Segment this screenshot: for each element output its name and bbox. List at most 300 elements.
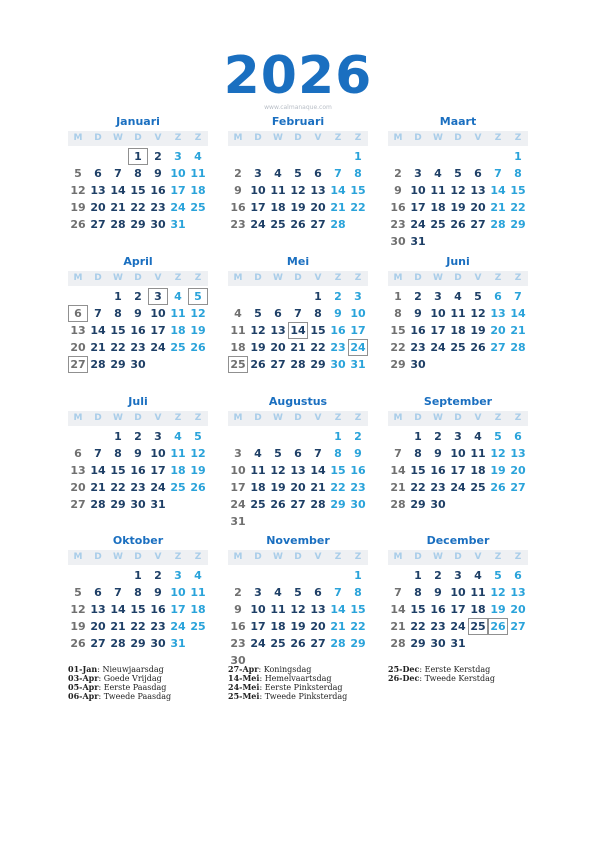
day-cell: 7 — [94, 447, 102, 460]
day-cell: 2 — [154, 150, 162, 163]
day-cell: 27 — [310, 218, 326, 231]
weekday-label: W — [273, 552, 283, 562]
weekday-label: W — [433, 552, 443, 562]
day-cell: 10 — [450, 447, 466, 460]
weekday-label: W — [433, 133, 443, 143]
weekday-header — [228, 411, 368, 426]
day-grid — [228, 567, 368, 669]
holiday-entry: 25-Mei: Tweede Pinksterdag — [228, 691, 348, 701]
day-cell: 19 — [450, 201, 466, 214]
day-cell: 12 — [270, 464, 286, 477]
day-cell: 4 — [254, 447, 262, 460]
day-cell: 16 — [430, 603, 446, 616]
weekday-label: D — [94, 413, 102, 423]
day-cell: 9 — [154, 167, 162, 180]
day-cell: 10 — [250, 184, 266, 197]
weekday-label: W — [273, 413, 283, 423]
day-cell: 28 — [330, 218, 346, 231]
day-cell: 12 — [450, 184, 466, 197]
day-cell: 16 — [410, 324, 426, 337]
day-cell: 17 — [170, 184, 186, 197]
day-cell: 2 — [434, 569, 442, 582]
day-cell: 18 — [470, 603, 486, 616]
holiday-day-cell: 1 — [128, 148, 148, 165]
day-cell: 12 — [290, 184, 306, 197]
day-cell: 11 — [170, 307, 186, 320]
day-cell: 15 — [330, 464, 346, 477]
holiday-name: Hemelvaartsdag — [264, 674, 332, 683]
holiday-name: Koningsdag — [263, 665, 312, 674]
weekday-label: D — [414, 413, 422, 423]
day-cell: 22 — [390, 341, 406, 354]
day-cell: 26 — [70, 637, 86, 650]
day-cell: 11 — [170, 447, 186, 460]
day-cell: 3 — [454, 569, 462, 582]
day-cell: 13 — [90, 603, 106, 616]
day-cell: 1 — [354, 569, 362, 582]
day-cell: 23 — [130, 481, 146, 494]
year-title: 2026 — [223, 46, 373, 106]
day-cell: 23 — [410, 341, 426, 354]
day-cell: 11 — [270, 603, 286, 616]
day-cell: 28 — [390, 498, 406, 511]
weekday-label: M — [233, 133, 243, 143]
day-cell: 29 — [310, 358, 326, 371]
day-cell: 5 — [494, 569, 502, 582]
day-cell: 8 — [354, 167, 362, 180]
day-cell: 19 — [70, 201, 86, 214]
day-cell: 27 — [290, 498, 306, 511]
day-cell: 31 — [410, 235, 426, 248]
holiday-name: Eerste Paasdag — [103, 683, 167, 692]
day-cell: 13 — [70, 464, 86, 477]
day-grid — [228, 148, 368, 233]
month-december — [388, 534, 528, 652]
day-cell: 15 — [310, 324, 326, 337]
day-cell: 27 — [270, 358, 286, 371]
month-maart — [388, 115, 528, 250]
day-cell: 1 — [114, 290, 122, 303]
weekday-label: M — [393, 133, 403, 143]
holiday-name: Tweede Paasdag — [103, 692, 172, 701]
day-cell: 6 — [314, 167, 322, 180]
day-cell: 14 — [390, 464, 406, 477]
day-cell: 9 — [134, 307, 142, 320]
day-grid — [388, 428, 528, 513]
day-cell: 13 — [290, 464, 306, 477]
weekday-label: Z — [194, 133, 202, 143]
weekday-label: Z — [494, 133, 502, 143]
day-cell: 3 — [174, 150, 182, 163]
day-cell: 9 — [154, 586, 162, 599]
weekday-label: V — [154, 552, 162, 562]
weekday-label: M — [233, 552, 243, 562]
day-cell: 27 — [470, 218, 486, 231]
weekday-label: W — [433, 413, 443, 423]
month-januari — [68, 115, 208, 233]
day-cell: 13 — [270, 324, 286, 337]
weekday-label: M — [393, 552, 403, 562]
day-cell: 26 — [470, 341, 486, 354]
day-cell: 3 — [154, 430, 162, 443]
day-cell: 12 — [250, 324, 266, 337]
day-cell: 28 — [110, 218, 126, 231]
weekday-label: D — [414, 273, 422, 283]
day-cell: 21 — [110, 620, 126, 633]
day-cell: 10 — [350, 307, 366, 320]
weekday-label: D — [414, 133, 422, 143]
day-cell: 20 — [310, 620, 326, 633]
weekday-label: Z — [354, 413, 362, 423]
month-name: Februari — [271, 115, 325, 128]
day-grid — [388, 288, 528, 373]
day-cell: 9 — [434, 586, 442, 599]
day-cell: 20 — [70, 341, 86, 354]
day-cell: 23 — [130, 341, 146, 354]
day-cell: 29 — [130, 218, 146, 231]
day-cell: 28 — [390, 637, 406, 650]
day-cell: 1 — [134, 569, 142, 582]
day-cell: 2 — [134, 430, 142, 443]
weekday-label: M — [233, 273, 243, 283]
month-name: Oktober — [112, 534, 164, 547]
day-cell: 29 — [110, 358, 126, 371]
day-cell: 12 — [70, 603, 86, 616]
month-name: December — [426, 534, 490, 547]
day-cell: 29 — [330, 498, 346, 511]
day-cell: 29 — [390, 358, 406, 371]
day-cell: 27 — [70, 498, 86, 511]
day-cell: 29 — [110, 498, 126, 511]
day-cell: 18 — [470, 464, 486, 477]
day-cell: 24 — [450, 481, 466, 494]
day-cell: 14 — [110, 184, 126, 197]
weekday-label: Z — [354, 273, 362, 283]
day-cell: 5 — [274, 447, 282, 460]
day-cell: 11 — [190, 586, 206, 599]
day-cell: 31 — [170, 637, 186, 650]
day-cell: 6 — [274, 307, 282, 320]
day-cell: 7 — [394, 586, 402, 599]
day-cell: 4 — [174, 290, 182, 303]
day-cell: 17 — [410, 201, 426, 214]
day-cell: 17 — [250, 201, 266, 214]
day-cell: 5 — [74, 167, 82, 180]
month-november — [228, 534, 368, 669]
day-cell: 12 — [190, 447, 206, 460]
day-cell: 21 — [290, 341, 306, 354]
day-cell: 12 — [490, 447, 506, 460]
weekday-label: D — [254, 413, 262, 423]
holiday-column — [388, 665, 495, 683]
weekday-label: Z — [194, 552, 202, 562]
day-cell: 8 — [414, 586, 422, 599]
day-cell: 23 — [430, 481, 446, 494]
day-cell: 19 — [270, 481, 286, 494]
day-grid — [228, 288, 368, 373]
day-cell: 5 — [254, 307, 262, 320]
day-cell: 16 — [130, 464, 146, 477]
day-cell: 25 — [450, 341, 466, 354]
day-cell: 9 — [354, 447, 362, 460]
day-cell: 2 — [334, 290, 342, 303]
holiday-name: Eerste Pinksterdag — [264, 683, 343, 692]
day-cell: 6 — [94, 586, 102, 599]
weekday-label: D — [294, 273, 302, 283]
weekday-label: V — [474, 273, 482, 283]
day-cell: 6 — [514, 569, 522, 582]
weekday-label: W — [113, 273, 123, 283]
weekday-label: V — [474, 552, 482, 562]
day-cell: 19 — [190, 324, 206, 337]
day-cell: 20 — [90, 201, 106, 214]
day-cell: 10 — [170, 586, 186, 599]
month-augustus — [228, 395, 368, 530]
day-cell: 22 — [350, 620, 366, 633]
holiday-date: 24-Mei — [228, 682, 260, 692]
day-cell: 21 — [110, 201, 126, 214]
month-februari — [228, 115, 368, 233]
day-cell: 15 — [390, 324, 406, 337]
weekday-header — [228, 131, 368, 146]
weekday-label: V — [474, 133, 482, 143]
day-cell: 19 — [250, 341, 266, 354]
weekday-label: Z — [194, 413, 202, 423]
weekday-label: Z — [194, 273, 202, 283]
day-grid — [68, 428, 208, 513]
day-cell: 31 — [350, 358, 366, 371]
weekday-label: Z — [354, 552, 362, 562]
holiday-day-cell: 6 — [68, 305, 88, 322]
day-cell: 11 — [190, 167, 206, 180]
day-cell: 17 — [230, 481, 246, 494]
day-cell: 7 — [334, 167, 342, 180]
holiday-date: 03-Apr — [68, 673, 99, 683]
day-cell: 23 — [150, 201, 166, 214]
weekday-header — [388, 411, 528, 426]
day-cell: 23 — [230, 637, 246, 650]
month-name: Juni — [446, 255, 470, 268]
day-cell: 29 — [410, 637, 426, 650]
day-cell: 28 — [90, 358, 106, 371]
day-grid — [68, 288, 208, 373]
day-cell: 9 — [134, 447, 142, 460]
weekday-header — [388, 550, 528, 565]
day-cell: 4 — [194, 150, 202, 163]
day-cell: 18 — [270, 620, 286, 633]
holiday-entry: 03-Apr: Goede Vrijdag — [68, 673, 162, 683]
day-cell: 21 — [90, 481, 106, 494]
day-cell: 4 — [234, 307, 242, 320]
day-cell: 16 — [430, 464, 446, 477]
day-cell: 17 — [450, 603, 466, 616]
day-cell: 12 — [70, 184, 86, 197]
day-cell: 2 — [414, 290, 422, 303]
weekday-label: Z — [494, 552, 502, 562]
day-cell: 27 — [90, 637, 106, 650]
day-cell: 25 — [250, 498, 266, 511]
day-cell: 22 — [410, 620, 426, 633]
day-cell: 21 — [390, 481, 406, 494]
day-grid — [388, 148, 528, 250]
day-cell: 2 — [234, 586, 242, 599]
weekday-label: D — [454, 552, 462, 562]
day-cell: 6 — [494, 290, 502, 303]
weekday-header — [228, 271, 368, 286]
day-cell: 28 — [90, 498, 106, 511]
day-cell: 21 — [310, 481, 326, 494]
day-cell: 4 — [434, 167, 442, 180]
day-cell: 25 — [430, 218, 446, 231]
day-cell: 7 — [114, 586, 122, 599]
weekday-label: V — [154, 273, 162, 283]
day-cell: 22 — [330, 481, 346, 494]
holiday-entry: 06-Apr: Tweede Paasdag — [68, 691, 172, 701]
day-cell: 30 — [430, 637, 446, 650]
day-cell: 19 — [470, 324, 486, 337]
day-cell: 17 — [170, 603, 186, 616]
weekday-label: D — [294, 413, 302, 423]
day-cell: 25 — [190, 620, 206, 633]
weekday-label: V — [314, 413, 322, 423]
weekday-label: Z — [514, 552, 522, 562]
day-cell: 16 — [390, 201, 406, 214]
weekday-header — [68, 131, 208, 146]
day-cell: 20 — [270, 341, 286, 354]
day-cell: 6 — [314, 586, 322, 599]
day-cell: 16 — [230, 620, 246, 633]
day-cell: 14 — [310, 464, 326, 477]
day-cell: 19 — [290, 620, 306, 633]
day-cell: 30 — [350, 498, 366, 511]
weekday-label: M — [73, 552, 83, 562]
day-cell: 1 — [514, 150, 522, 163]
day-cell: 9 — [234, 603, 242, 616]
day-cell: 18 — [170, 464, 186, 477]
day-cell: 20 — [470, 201, 486, 214]
day-cell: 5 — [474, 290, 482, 303]
weekday-header — [68, 271, 208, 286]
day-cell: 19 — [290, 201, 306, 214]
day-cell: 20 — [310, 201, 326, 214]
day-cell: 26 — [450, 218, 466, 231]
day-cell: 28 — [330, 637, 346, 650]
day-cell: 18 — [450, 324, 466, 337]
day-cell: 3 — [174, 569, 182, 582]
holiday-day-cell: 24 — [348, 339, 368, 356]
weekday-label: W — [273, 133, 283, 143]
day-cell: 30 — [330, 358, 346, 371]
holiday-entry: 25-Dec: Eerste Kerstdag — [388, 664, 491, 674]
day-cell: 22 — [110, 481, 126, 494]
weekday-label: Z — [514, 413, 522, 423]
weekday-label: D — [254, 552, 262, 562]
holiday-day-cell: 3 — [148, 288, 168, 305]
day-cell: 24 — [250, 637, 266, 650]
day-cell: 16 — [230, 201, 246, 214]
day-cell: 11 — [450, 307, 466, 320]
weekday-label: W — [433, 273, 443, 283]
day-cell: 18 — [190, 184, 206, 197]
day-cell: 10 — [450, 586, 466, 599]
day-cell: 2 — [354, 430, 362, 443]
day-cell: 17 — [150, 464, 166, 477]
day-cell: 4 — [194, 569, 202, 582]
day-cell: 24 — [170, 620, 186, 633]
month-name: Augustus — [268, 395, 328, 408]
holiday-column — [228, 665, 347, 701]
day-cell: 24 — [150, 341, 166, 354]
day-cell: 29 — [350, 637, 366, 650]
weekday-label: Z — [494, 273, 502, 283]
day-cell: 12 — [490, 586, 506, 599]
holiday-entry: 24-Mei: Eerste Pinksterdag — [228, 682, 343, 692]
day-cell: 25 — [270, 218, 286, 231]
day-cell: 6 — [474, 167, 482, 180]
day-cell: 3 — [354, 290, 362, 303]
day-cell: 10 — [150, 307, 166, 320]
day-cell: 13 — [90, 184, 106, 197]
day-cell: 9 — [334, 307, 342, 320]
holiday-name: Nieuwjaarsdag — [102, 665, 164, 674]
day-cell: 24 — [410, 218, 426, 231]
day-cell: 8 — [134, 167, 142, 180]
day-cell: 15 — [110, 324, 126, 337]
day-cell: 24 — [430, 341, 446, 354]
day-cell: 21 — [330, 201, 346, 214]
day-cell: 22 — [110, 341, 126, 354]
day-cell: 28 — [510, 341, 526, 354]
day-cell: 30 — [130, 498, 146, 511]
day-cell: 15 — [130, 603, 146, 616]
weekday-label: M — [73, 413, 83, 423]
day-cell: 1 — [114, 430, 122, 443]
weekday-label: Z — [494, 413, 502, 423]
weekday-label: W — [113, 133, 123, 143]
day-cell: 27 — [490, 341, 506, 354]
day-cell: 4 — [454, 290, 462, 303]
day-cell: 8 — [354, 586, 362, 599]
day-cell: 7 — [114, 167, 122, 180]
month-name: November — [266, 534, 330, 547]
day-cell: 5 — [494, 430, 502, 443]
day-cell: 2 — [434, 430, 442, 443]
day-cell: 25 — [270, 637, 286, 650]
day-cell: 30 — [410, 358, 426, 371]
day-cell: 14 — [490, 184, 506, 197]
day-cell: 5 — [194, 430, 202, 443]
day-cell: 13 — [310, 184, 326, 197]
day-cell: 26 — [290, 637, 306, 650]
day-cell: 15 — [110, 464, 126, 477]
day-cell: 15 — [410, 603, 426, 616]
day-cell: 11 — [430, 184, 446, 197]
day-cell: 14 — [510, 307, 526, 320]
weekday-label: V — [314, 552, 322, 562]
day-cell: 14 — [390, 603, 406, 616]
day-cell: 20 — [70, 481, 86, 494]
day-cell: 21 — [510, 324, 526, 337]
day-cell: 18 — [190, 603, 206, 616]
day-cell: 18 — [230, 341, 246, 354]
month-name: Juli — [128, 395, 148, 408]
day-cell: 7 — [514, 290, 522, 303]
day-cell: 22 — [130, 620, 146, 633]
day-cell: 7 — [294, 307, 302, 320]
day-cell: 12 — [190, 307, 206, 320]
day-cell: 31 — [170, 218, 186, 231]
holiday-entry: 26-Dec: Tweede Kerstdag — [388, 673, 496, 683]
